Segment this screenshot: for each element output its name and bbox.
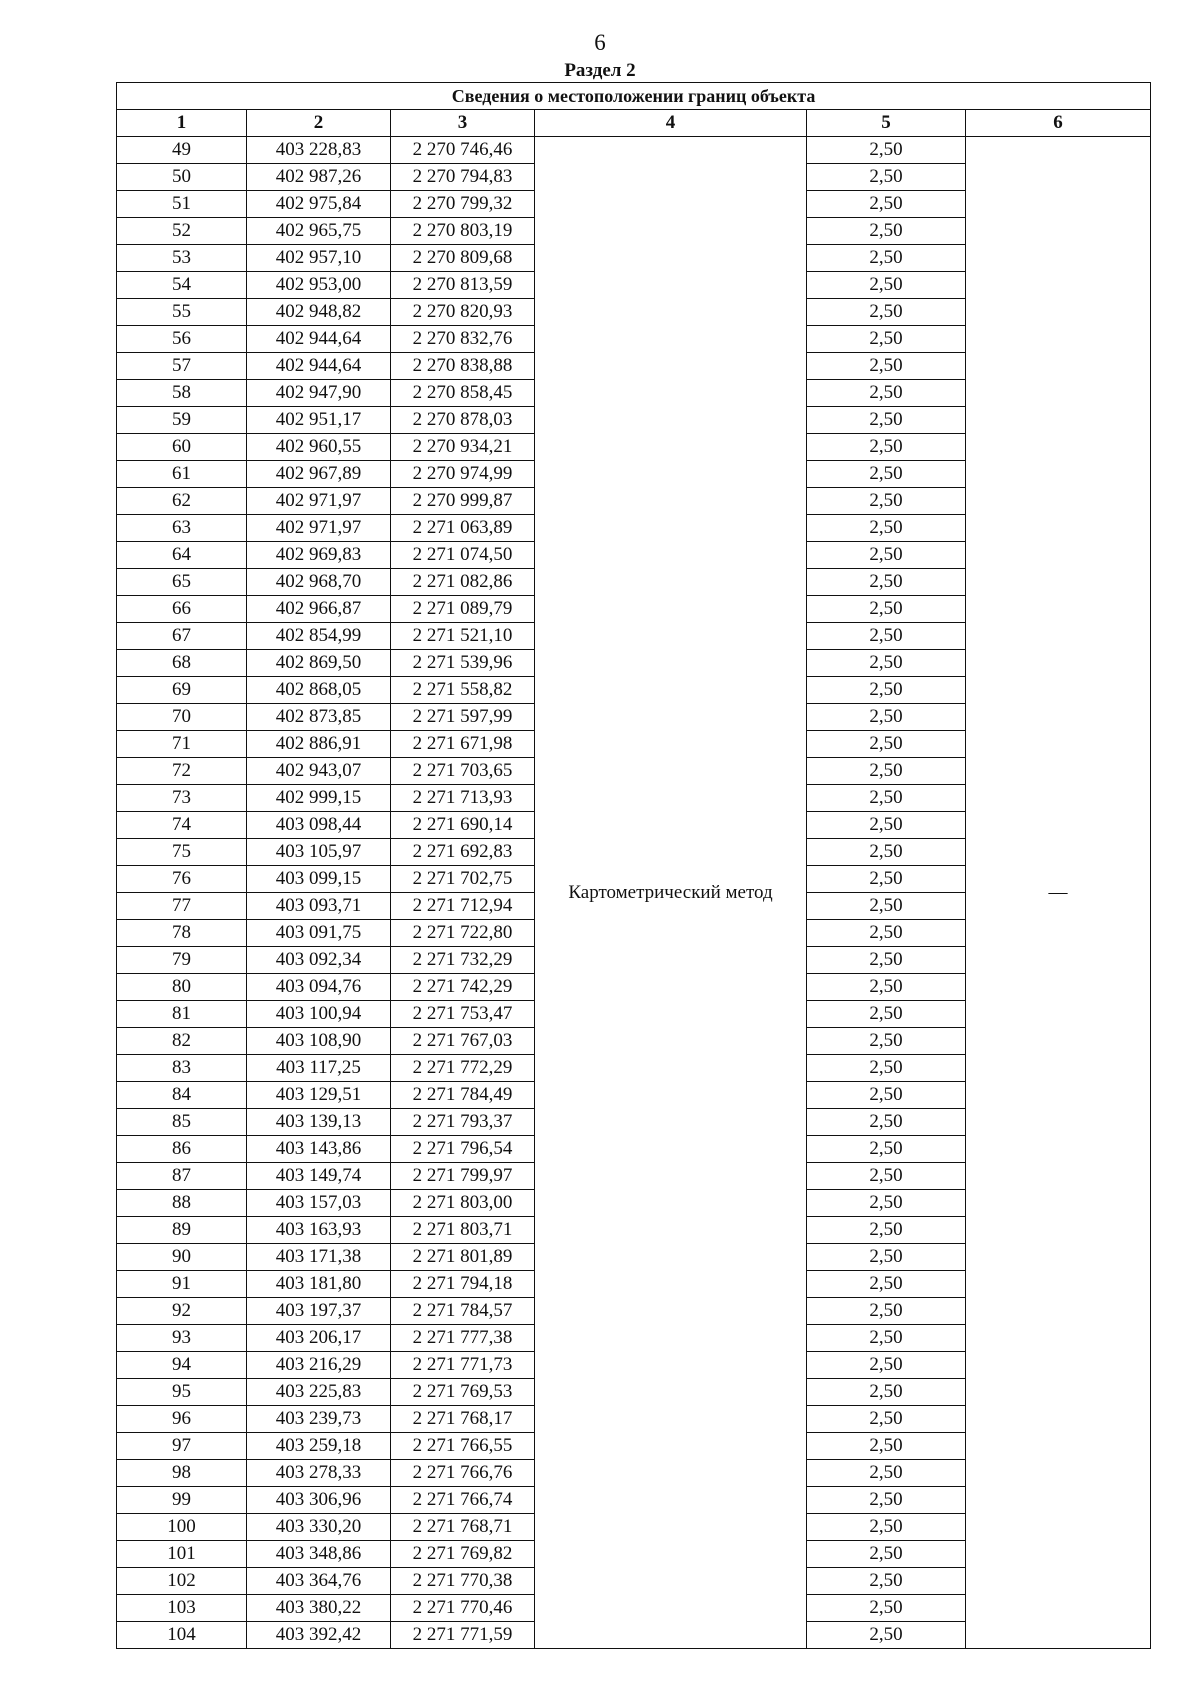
x-coordinate-cell: 403 206,17	[247, 1325, 391, 1352]
point-number-cell: 67	[117, 623, 247, 650]
y-coordinate-cell: 2 270 999,87	[391, 488, 535, 515]
point-number-cell: 72	[117, 758, 247, 785]
y-coordinate-cell: 2 270 934,21	[391, 434, 535, 461]
x-coordinate-cell: 403 197,37	[247, 1298, 391, 1325]
accuracy-cell: 2,50	[807, 1190, 966, 1217]
y-coordinate-cell: 2 271 713,93	[391, 785, 535, 812]
point-number-cell: 78	[117, 920, 247, 947]
accuracy-cell: 2,50	[807, 866, 966, 893]
y-coordinate-cell: 2 271 742,29	[391, 974, 535, 1001]
point-number-cell: 85	[117, 1109, 247, 1136]
accuracy-cell: 2,50	[807, 1109, 966, 1136]
x-coordinate-cell: 402 854,99	[247, 623, 391, 650]
accuracy-cell: 2,50	[807, 1028, 966, 1055]
point-number-cell: 73	[117, 785, 247, 812]
point-number-cell: 98	[117, 1460, 247, 1487]
point-number-cell: 82	[117, 1028, 247, 1055]
y-coordinate-cell: 2 270 974,99	[391, 461, 535, 488]
accuracy-cell: 2,50	[807, 1271, 966, 1298]
y-coordinate-cell: 2 271 796,54	[391, 1136, 535, 1163]
section-title: Раздел 2	[564, 60, 636, 81]
y-coordinate-cell: 2 271 803,00	[391, 1190, 535, 1217]
y-coordinate-cell: 2 271 771,73	[391, 1352, 535, 1379]
point-number-cell: 66	[117, 596, 247, 623]
accuracy-cell: 2,50	[807, 1514, 966, 1541]
point-number-cell: 94	[117, 1352, 247, 1379]
accuracy-cell: 2,50	[807, 812, 966, 839]
point-number-cell: 100	[117, 1514, 247, 1541]
y-coordinate-cell: 2 270 838,88	[391, 353, 535, 380]
y-coordinate-cell: 2 271 772,29	[391, 1055, 535, 1082]
accuracy-cell: 2,50	[807, 704, 966, 731]
x-coordinate-cell: 402 953,00	[247, 272, 391, 299]
point-number-cell: 80	[117, 974, 247, 1001]
accuracy-cell: 2,50	[807, 1325, 966, 1352]
x-coordinate-cell: 403 228,83	[247, 137, 391, 164]
accuracy-cell: 2,50	[807, 488, 966, 515]
x-coordinate-cell: 402 971,97	[247, 488, 391, 515]
x-coordinate-cell: 403 306,96	[247, 1487, 391, 1514]
accuracy-cell: 2,50	[807, 515, 966, 542]
accuracy-cell: 2,50	[807, 542, 966, 569]
y-coordinate-cell: 2 270 878,03	[391, 407, 535, 434]
column6-cell: —	[966, 137, 1151, 1649]
y-coordinate-cell: 2 271 770,38	[391, 1568, 535, 1595]
x-coordinate-cell: 403 129,51	[247, 1082, 391, 1109]
point-number-cell: 50	[117, 164, 247, 191]
y-coordinate-cell: 2 271 801,89	[391, 1244, 535, 1271]
accuracy-cell: 2,50	[807, 434, 966, 461]
accuracy-cell: 2,50	[807, 947, 966, 974]
y-coordinate-cell: 2 271 732,29	[391, 947, 535, 974]
y-coordinate-cell: 2 271 722,80	[391, 920, 535, 947]
accuracy-cell: 2,50	[807, 272, 966, 299]
point-number-cell: 70	[117, 704, 247, 731]
y-coordinate-cell: 2 271 784,49	[391, 1082, 535, 1109]
point-number-cell: 102	[117, 1568, 247, 1595]
y-coordinate-cell: 2 271 089,79	[391, 596, 535, 623]
y-coordinate-cell: 2 271 769,53	[391, 1379, 535, 1406]
y-coordinate-cell: 2 270 832,76	[391, 326, 535, 353]
point-number-cell: 58	[117, 380, 247, 407]
point-number-cell: 84	[117, 1082, 247, 1109]
y-coordinate-cell: 2 271 769,82	[391, 1541, 535, 1568]
x-coordinate-cell: 402 999,15	[247, 785, 391, 812]
x-coordinate-cell: 402 868,05	[247, 677, 391, 704]
accuracy-cell: 2,50	[807, 1568, 966, 1595]
x-coordinate-cell: 403 348,86	[247, 1541, 391, 1568]
accuracy-cell: 2,50	[807, 164, 966, 191]
x-coordinate-cell: 403 330,20	[247, 1514, 391, 1541]
point-number-cell: 63	[117, 515, 247, 542]
y-coordinate-cell: 2 271 784,57	[391, 1298, 535, 1325]
y-coordinate-cell: 2 271 803,71	[391, 1217, 535, 1244]
x-coordinate-cell: 403 163,93	[247, 1217, 391, 1244]
x-coordinate-cell: 403 364,76	[247, 1568, 391, 1595]
x-coordinate-cell: 402 960,55	[247, 434, 391, 461]
point-number-cell: 51	[117, 191, 247, 218]
x-coordinate-cell: 402 987,26	[247, 164, 391, 191]
accuracy-cell: 2,50	[807, 1163, 966, 1190]
accuracy-cell: 2,50	[807, 1217, 966, 1244]
point-number-cell: 52	[117, 218, 247, 245]
accuracy-cell: 2,50	[807, 461, 966, 488]
y-coordinate-cell: 2 271 690,14	[391, 812, 535, 839]
accuracy-cell: 2,50	[807, 1622, 966, 1649]
x-coordinate-cell: 403 392,42	[247, 1622, 391, 1649]
accuracy-cell: 2,50	[807, 758, 966, 785]
y-coordinate-cell: 2 271 671,98	[391, 731, 535, 758]
x-coordinate-cell: 403 278,33	[247, 1460, 391, 1487]
boundary-coordinates-table	[116, 82, 1151, 1649]
accuracy-cell: 2,50	[807, 1244, 966, 1271]
accuracy-cell: 2,50	[807, 1055, 966, 1082]
y-coordinate-cell: 2 271 799,97	[391, 1163, 535, 1190]
x-coordinate-cell: 402 947,90	[247, 380, 391, 407]
x-coordinate-cell: 403 117,25	[247, 1055, 391, 1082]
x-coordinate-cell: 402 975,84	[247, 191, 391, 218]
x-coordinate-cell: 402 965,75	[247, 218, 391, 245]
accuracy-cell: 2,50	[807, 1082, 966, 1109]
point-number-cell: 76	[117, 866, 247, 893]
point-number-cell: 65	[117, 569, 247, 596]
x-coordinate-cell: 402 943,07	[247, 758, 391, 785]
x-coordinate-cell: 402 873,85	[247, 704, 391, 731]
x-coordinate-cell: 403 216,29	[247, 1352, 391, 1379]
table-caption: Сведения о местоположении границ объекта	[117, 83, 1151, 110]
y-coordinate-cell: 2 271 768,71	[391, 1514, 535, 1541]
point-number-cell: 75	[117, 839, 247, 866]
point-number-cell: 56	[117, 326, 247, 353]
column-header-6: 6	[966, 110, 1151, 137]
x-coordinate-cell: 403 099,15	[247, 866, 391, 893]
y-coordinate-cell: 2 271 082,86	[391, 569, 535, 596]
accuracy-cell: 2,50	[807, 893, 966, 920]
table-body	[117, 137, 1151, 1649]
x-coordinate-cell: 403 171,38	[247, 1244, 391, 1271]
x-coordinate-cell: 403 259,18	[247, 1433, 391, 1460]
accuracy-cell: 2,50	[807, 1352, 966, 1379]
x-coordinate-cell: 402 967,89	[247, 461, 391, 488]
y-coordinate-cell: 2 271 771,59	[391, 1622, 535, 1649]
y-coordinate-cell: 2 271 766,55	[391, 1433, 535, 1460]
point-number-cell: 91	[117, 1271, 247, 1298]
column-header-5: 5	[807, 110, 966, 137]
y-coordinate-cell: 2 271 753,47	[391, 1001, 535, 1028]
y-coordinate-cell: 2 271 794,18	[391, 1271, 535, 1298]
x-coordinate-cell: 402 886,91	[247, 731, 391, 758]
column-header-2: 2	[247, 110, 391, 137]
y-coordinate-cell: 2 270 813,59	[391, 272, 535, 299]
page-number: 6	[594, 30, 606, 55]
accuracy-cell: 2,50	[807, 569, 966, 596]
y-coordinate-cell: 2 271 539,96	[391, 650, 535, 677]
x-coordinate-cell: 403 105,97	[247, 839, 391, 866]
y-coordinate-cell: 2 271 703,65	[391, 758, 535, 785]
point-number-cell: 92	[117, 1298, 247, 1325]
point-number-cell: 61	[117, 461, 247, 488]
y-coordinate-cell: 2 271 597,99	[391, 704, 535, 731]
x-coordinate-cell: 403 225,83	[247, 1379, 391, 1406]
accuracy-cell: 2,50	[807, 407, 966, 434]
point-number-cell: 95	[117, 1379, 247, 1406]
point-number-cell: 49	[117, 137, 247, 164]
y-coordinate-cell: 2 271 766,74	[391, 1487, 535, 1514]
x-coordinate-cell: 402 957,10	[247, 245, 391, 272]
accuracy-cell: 2,50	[807, 218, 966, 245]
y-coordinate-cell: 2 271 770,46	[391, 1595, 535, 1622]
point-number-cell: 71	[117, 731, 247, 758]
accuracy-cell: 2,50	[807, 650, 966, 677]
point-number-cell: 87	[117, 1163, 247, 1190]
table-row	[117, 137, 1151, 164]
point-number-cell: 62	[117, 488, 247, 515]
y-coordinate-cell: 2 270 799,32	[391, 191, 535, 218]
y-coordinate-cell: 2 270 858,45	[391, 380, 535, 407]
point-number-cell: 64	[117, 542, 247, 569]
point-number-cell: 88	[117, 1190, 247, 1217]
point-number-cell: 53	[117, 245, 247, 272]
point-number-cell: 104	[117, 1622, 247, 1649]
point-number-cell: 90	[117, 1244, 247, 1271]
x-coordinate-cell: 402 968,70	[247, 569, 391, 596]
accuracy-cell: 2,50	[807, 326, 966, 353]
x-coordinate-cell: 403 149,74	[247, 1163, 391, 1190]
accuracy-cell: 2,50	[807, 1487, 966, 1514]
x-coordinate-cell: 402 869,50	[247, 650, 391, 677]
point-number-cell: 68	[117, 650, 247, 677]
point-number-cell: 99	[117, 1487, 247, 1514]
accuracy-cell: 2,50	[807, 1541, 966, 1568]
point-number-cell: 69	[117, 677, 247, 704]
x-coordinate-cell: 403 098,44	[247, 812, 391, 839]
x-coordinate-cell: 402 951,17	[247, 407, 391, 434]
point-number-cell: 93	[117, 1325, 247, 1352]
x-coordinate-cell: 403 092,34	[247, 947, 391, 974]
accuracy-cell: 2,50	[807, 1001, 966, 1028]
x-coordinate-cell: 402 969,83	[247, 542, 391, 569]
accuracy-cell: 2,50	[807, 785, 966, 812]
column-header-4: 4	[535, 110, 807, 137]
column-header-1: 1	[117, 110, 247, 137]
accuracy-cell: 2,50	[807, 1460, 966, 1487]
y-coordinate-cell: 2 271 558,82	[391, 677, 535, 704]
y-coordinate-cell: 2 271 521,10	[391, 623, 535, 650]
accuracy-cell: 2,50	[807, 623, 966, 650]
point-number-cell: 89	[117, 1217, 247, 1244]
accuracy-cell: 2,50	[807, 299, 966, 326]
point-number-cell: 57	[117, 353, 247, 380]
accuracy-cell: 2,50	[807, 974, 966, 1001]
y-coordinate-cell: 2 271 712,94	[391, 893, 535, 920]
accuracy-cell: 2,50	[807, 920, 966, 947]
point-number-cell: 77	[117, 893, 247, 920]
x-coordinate-cell: 403 139,13	[247, 1109, 391, 1136]
accuracy-cell: 2,50	[807, 1406, 966, 1433]
accuracy-cell: 2,50	[807, 1298, 966, 1325]
point-number-cell: 54	[117, 272, 247, 299]
point-number-cell: 59	[117, 407, 247, 434]
point-number-cell: 74	[117, 812, 247, 839]
point-number-cell: 83	[117, 1055, 247, 1082]
y-coordinate-cell: 2 271 074,50	[391, 542, 535, 569]
y-coordinate-cell: 2 271 767,03	[391, 1028, 535, 1055]
accuracy-cell: 2,50	[807, 1433, 966, 1460]
y-coordinate-cell: 2 271 768,17	[391, 1406, 535, 1433]
point-number-cell: 97	[117, 1433, 247, 1460]
y-coordinate-cell: 2 271 692,83	[391, 839, 535, 866]
x-coordinate-cell: 403 100,94	[247, 1001, 391, 1028]
y-coordinate-cell: 2 270 794,83	[391, 164, 535, 191]
x-coordinate-cell: 403 091,75	[247, 920, 391, 947]
y-coordinate-cell: 2 270 803,19	[391, 218, 535, 245]
x-coordinate-cell: 402 944,64	[247, 353, 391, 380]
x-coordinate-cell: 403 108,90	[247, 1028, 391, 1055]
point-number-cell: 86	[117, 1136, 247, 1163]
y-coordinate-cell: 2 271 702,75	[391, 866, 535, 893]
accuracy-cell: 2,50	[807, 380, 966, 407]
x-coordinate-cell: 403 380,22	[247, 1595, 391, 1622]
x-coordinate-cell: 402 948,82	[247, 299, 391, 326]
point-number-cell: 81	[117, 1001, 247, 1028]
accuracy-cell: 2,50	[807, 245, 966, 272]
accuracy-cell: 2,50	[807, 839, 966, 866]
accuracy-cell: 2,50	[807, 353, 966, 380]
y-coordinate-cell: 2 270 809,68	[391, 245, 535, 272]
point-number-cell: 103	[117, 1595, 247, 1622]
x-coordinate-cell: 403 094,76	[247, 974, 391, 1001]
x-coordinate-cell: 403 181,80	[247, 1271, 391, 1298]
accuracy-cell: 2,50	[807, 677, 966, 704]
y-coordinate-cell: 2 271 777,38	[391, 1325, 535, 1352]
accuracy-cell: 2,50	[807, 731, 966, 758]
column-header-3: 3	[391, 110, 535, 137]
point-number-cell: 55	[117, 299, 247, 326]
x-coordinate-cell: 403 157,03	[247, 1190, 391, 1217]
x-coordinate-cell: 403 093,71	[247, 893, 391, 920]
y-coordinate-cell: 2 271 063,89	[391, 515, 535, 542]
accuracy-cell: 2,50	[807, 1379, 966, 1406]
point-number-cell: 79	[117, 947, 247, 974]
accuracy-cell: 2,50	[807, 191, 966, 218]
accuracy-cell: 2,50	[807, 596, 966, 623]
x-coordinate-cell: 402 944,64	[247, 326, 391, 353]
point-number-cell: 101	[117, 1541, 247, 1568]
x-coordinate-cell: 403 143,86	[247, 1136, 391, 1163]
x-coordinate-cell: 402 971,97	[247, 515, 391, 542]
accuracy-cell: 2,50	[807, 1136, 966, 1163]
y-coordinate-cell: 2 271 766,76	[391, 1460, 535, 1487]
method-cell: Картометрический метод	[535, 137, 807, 1649]
y-coordinate-cell: 2 270 746,46	[391, 137, 535, 164]
point-number-cell: 96	[117, 1406, 247, 1433]
x-coordinate-cell: 403 239,73	[247, 1406, 391, 1433]
point-number-cell: 60	[117, 434, 247, 461]
accuracy-cell: 2,50	[807, 1595, 966, 1622]
y-coordinate-cell: 2 271 793,37	[391, 1109, 535, 1136]
accuracy-cell: 2,50	[807, 137, 966, 164]
y-coordinate-cell: 2 270 820,93	[391, 299, 535, 326]
x-coordinate-cell: 402 966,87	[247, 596, 391, 623]
